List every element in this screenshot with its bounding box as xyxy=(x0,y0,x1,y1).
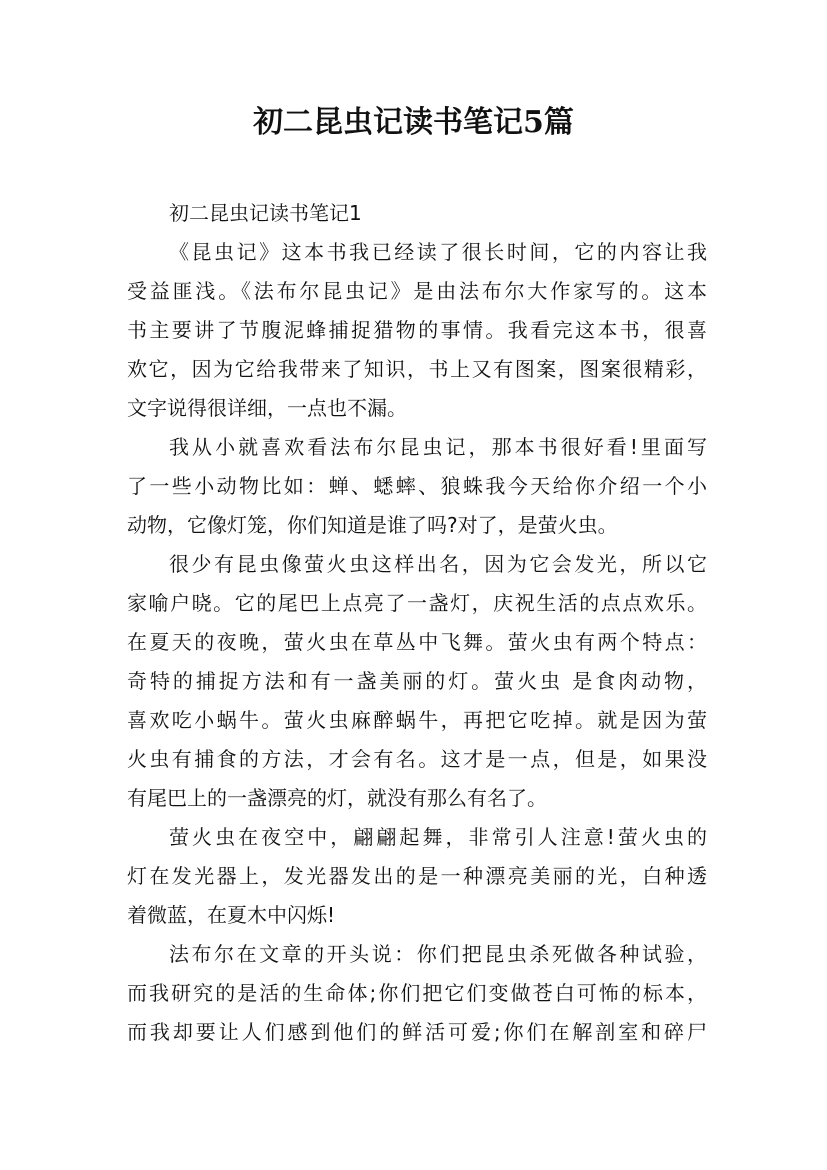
paragraph-3-line-5: 喜欢吃小蜗牛。萤火虫麻醉蜗牛，再把它吃掉。就是因为萤 xyxy=(127,708,707,732)
section-heading: 初二昆虫记读书笔记1 xyxy=(169,201,362,225)
paragraph-3-line-7: 有尾巴上的一盏漂亮的灯，就没有那么有名了。 xyxy=(127,786,547,810)
paragraph-2-line-2: 了一些小动物比如：蝉、蟋蟀、狼蛛我今天给你介绍一个小 xyxy=(127,474,707,498)
paragraph-4-line-2: 灯在发光器上，发光器发出的是一种漂亮美丽的光，白种透 xyxy=(127,864,707,888)
document-title: 初二昆虫记读书笔记5篇 xyxy=(253,105,574,140)
paragraph-1-line-1: 《昆虫记》这本书我已经读了很长时间，它的内容让我 xyxy=(169,240,707,264)
document-body xyxy=(127,194,707,1052)
paragraph-5-line-1: 法布尔在文章的开头说：你们把昆虫杀死做各种试验， xyxy=(169,942,707,966)
paragraph-5-line-2: 而我研究的是活的生命体;你们把它们变做苍白可怖的标本， xyxy=(127,981,707,1005)
paragraph-2-line-3: 动物，它像灯笼，你们知道是谁了吗?对了，是萤火虫。 xyxy=(127,513,618,537)
paragraph-4-line-1: 萤火虫在夜空中，翩翩起舞，非常引人注意!萤火虫的 xyxy=(169,825,707,849)
paragraph-3-line-4: 奇特的捕捉方法和有一盏美丽的灯。萤火虫 是食肉动物， xyxy=(127,669,707,693)
paragraph-4-line-3: 着微蓝，在夏木中闪烁! xyxy=(127,903,336,927)
paragraph-1-line-3: 书主要讲了节腹泥蜂捕捉猎物的事情。我看完这本书，很喜 xyxy=(127,318,707,342)
paragraph-3-line-1: 很少有昆虫像萤火虫这样出名，因为它会发光，所以它 xyxy=(169,552,707,576)
paragraph-1-line-2: 受益匪浅。《法布尔昆虫记》是由法布尔大作家写的。这本 xyxy=(127,279,707,303)
paragraph-1-line-4: 欢它，因为它给我带来了知识，书上又有图案，图案很精彩， xyxy=(127,357,707,381)
paragraph-3-line-3: 在夏天的夜晚，萤火虫在草丛中飞舞。萤火虫有两个特点： xyxy=(127,630,707,654)
paragraph-3-line-2: 家喻户晓。它的尾巴上点亮了一盏灯，庆祝生活的点点欢乐。 xyxy=(127,591,707,615)
paragraph-2-line-1: 我从小就喜欢看法布尔昆虫记，那本书很好看!里面写 xyxy=(169,435,707,459)
paragraph-5-line-3: 而我却要让人们感到他们的鲜活可爱;你们在解剖室和碎尸 xyxy=(127,1020,707,1044)
paragraph-1-line-5: 文字说得很详细，一点也不漏。 xyxy=(127,396,407,420)
paragraph-3-line-6: 火虫有捕食的方法，才会有名。这才是一点，但是，如果没 xyxy=(127,747,707,771)
